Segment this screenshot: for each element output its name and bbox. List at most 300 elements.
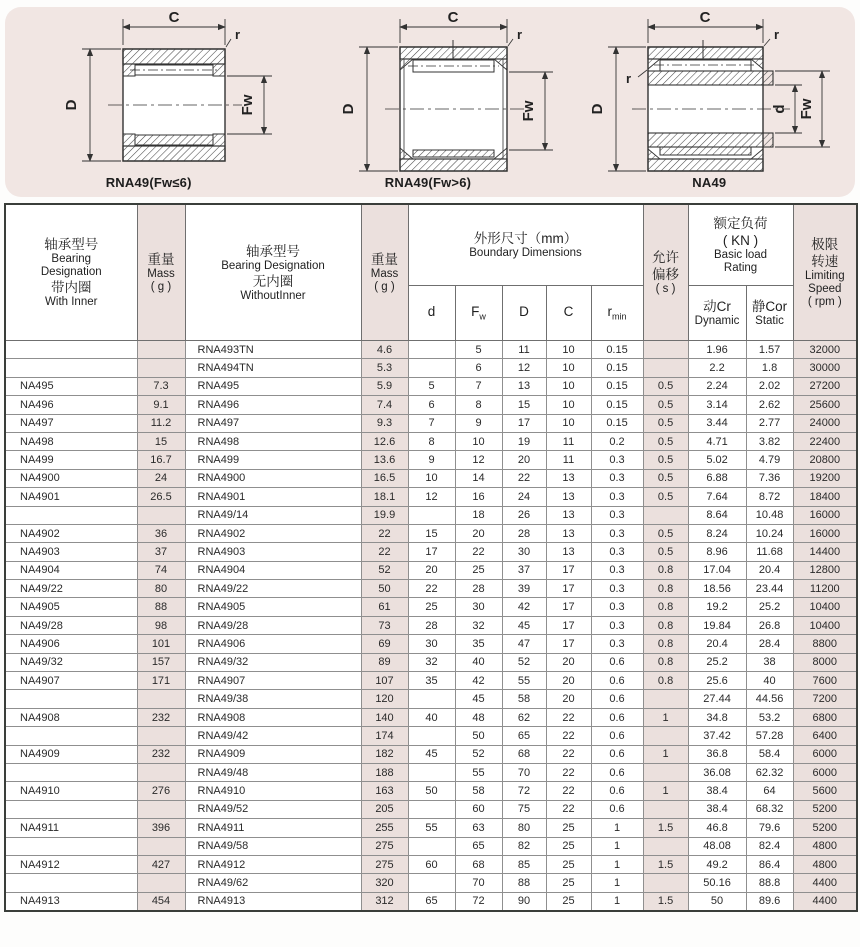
cell-cor: 1.8: [746, 359, 793, 377]
header-unit: ( g ): [150, 281, 172, 293]
cell-r: 0.3: [591, 524, 643, 542]
table-row: [5, 506, 857, 524]
cell-D: 52: [502, 653, 546, 671]
cell-s: 1: [643, 745, 688, 763]
table-row: [5, 341, 857, 359]
cell-rna: RNA4905: [185, 598, 361, 616]
table-row: [5, 561, 857, 579]
cell-m2: 52: [361, 561, 408, 579]
cell-r: 0.3: [591, 580, 643, 598]
cell-cor: 7.36: [746, 469, 793, 487]
cell-m2: 16.5: [361, 469, 408, 487]
cell-rpm: 5600: [793, 782, 857, 800]
cell-s: 1.5: [643, 819, 688, 837]
cell-cr: 7.64: [688, 488, 746, 506]
cell-d: 22: [408, 580, 455, 598]
header-en: Limiting: [804, 270, 845, 282]
dim-label-Fw: Fw: [238, 94, 256, 116]
table-row: [5, 414, 857, 432]
cell-rna: RNA49/62: [185, 874, 361, 892]
cell-C: 25: [546, 855, 591, 873]
cell-D: 11: [502, 341, 546, 359]
cell-rna: RNA4904: [185, 561, 361, 579]
cell-na: NA4907: [5, 672, 137, 690]
cell-r: 0.3: [591, 469, 643, 487]
header-en: Dynamic: [694, 315, 740, 327]
header-zh: 外形尺寸（mm）: [473, 231, 578, 246]
table-row: [5, 432, 857, 450]
cell-rpm: 32000: [793, 341, 857, 359]
cell-m2: 182: [361, 745, 408, 763]
table-row: [5, 543, 857, 561]
cell-cor: 2.02: [746, 377, 793, 395]
cell-d: 45: [408, 745, 455, 763]
cell-D: 65: [502, 727, 546, 745]
cell-cor: 44.56: [746, 690, 793, 708]
col-header-static-cor: [746, 286, 793, 341]
dim-label-r: r: [626, 71, 632, 86]
cell-s: 1: [643, 782, 688, 800]
cell-m2: 13.6: [361, 451, 408, 469]
header-unit: ( s ): [655, 283, 676, 295]
table-row: [5, 396, 857, 414]
header-zh: 带内圈: [51, 280, 92, 295]
cell-d: [408, 837, 455, 855]
cell-m1: [137, 690, 185, 708]
dim-label-r: r: [516, 27, 523, 42]
cell-d: 32: [408, 653, 455, 671]
cell-na: NA4901: [5, 488, 137, 506]
cell-na: [5, 341, 137, 359]
cell-na: NA4903: [5, 543, 137, 561]
header-en: Rating: [723, 262, 758, 274]
cell-cr: 49.2: [688, 855, 746, 873]
cell-fw: 25: [455, 561, 502, 579]
cell-s: [643, 506, 688, 524]
col-header-without-inner: [185, 204, 361, 341]
cell-m2: 50: [361, 580, 408, 598]
table-row: [5, 598, 857, 616]
cell-C: 22: [546, 763, 591, 781]
cell-rpm: 24000: [793, 414, 857, 432]
dim-label-r: r: [774, 27, 780, 42]
cell-cor: 25.2: [746, 598, 793, 616]
cell-D: 30: [502, 543, 546, 561]
cell-D: 28: [502, 524, 546, 542]
cell-cr: 2.24: [688, 377, 746, 395]
table-row: [5, 580, 857, 598]
cell-rpm: 12800: [793, 561, 857, 579]
cell-d: 50: [408, 782, 455, 800]
cell-s: [643, 690, 688, 708]
cell-m2: 107: [361, 672, 408, 690]
cell-rpm: 7600: [793, 672, 857, 690]
cell-d: 28: [408, 616, 455, 634]
cell-m2: 188: [361, 763, 408, 781]
cell-m2: 140: [361, 708, 408, 726]
cell-cr: 2.2: [688, 359, 746, 377]
cell-m1: [137, 800, 185, 818]
cell-D: 24: [502, 488, 546, 506]
cell-m1: 171: [137, 672, 185, 690]
table-row: [5, 377, 857, 395]
cell-C: 25: [546, 892, 591, 911]
cell-rpm: 4800: [793, 837, 857, 855]
cell-D: 62: [502, 708, 546, 726]
cell-fw: 8: [455, 396, 502, 414]
cell-rpm: 10400: [793, 598, 857, 616]
cell-cr: 1.96: [688, 341, 746, 359]
cell-cor: 3.82: [746, 432, 793, 450]
cell-na: [5, 690, 137, 708]
cell-fw: 9: [455, 414, 502, 432]
cell-d: 65: [408, 892, 455, 911]
cell-na: NA499: [5, 451, 137, 469]
cell-fw: 52: [455, 745, 502, 763]
cell-cr: 5.02: [688, 451, 746, 469]
cell-fw: 63: [455, 819, 502, 837]
cell-na: NA49/28: [5, 616, 137, 634]
cell-rna: RNA495: [185, 377, 361, 395]
cell-cr: 38.4: [688, 782, 746, 800]
cell-cor: 79.6: [746, 819, 793, 837]
cell-s: 0.8: [643, 580, 688, 598]
col-header-limiting-speed: [793, 204, 857, 341]
cell-cr: 25.2: [688, 653, 746, 671]
cell-m1: 11.2: [137, 414, 185, 432]
cell-d: [408, 874, 455, 892]
cell-r: 0.3: [591, 561, 643, 579]
cell-D: 80: [502, 819, 546, 837]
cell-C: 13: [546, 524, 591, 542]
cell-m1: 88: [137, 598, 185, 616]
cell-r: 0.6: [591, 800, 643, 818]
header-zh: 重量: [147, 252, 175, 267]
cell-cor: 53.2: [746, 708, 793, 726]
cell-rna: RNA49/48: [185, 763, 361, 781]
cell-m2: 9.3: [361, 414, 408, 432]
cell-D: 70: [502, 763, 546, 781]
cell-C: 10: [546, 377, 591, 395]
cell-r: 0.6: [591, 672, 643, 690]
cell-m1: 80: [137, 580, 185, 598]
cell-fw: 60: [455, 800, 502, 818]
cell-na: [5, 874, 137, 892]
dim-label-C: C: [447, 9, 459, 26]
cell-na: [5, 727, 137, 745]
cell-rna: RNA49/22: [185, 580, 361, 598]
cell-cor: 88.8: [746, 874, 793, 892]
cell-r: 1: [591, 874, 643, 892]
dim-label-C: C: [699, 9, 711, 26]
header-en: Boundary Dimensions: [469, 247, 582, 259]
header-unit: ( g ): [374, 281, 395, 293]
cell-cor: 23.44: [746, 580, 793, 598]
cell-s: 1.5: [643, 892, 688, 911]
cell-na: NA4900: [5, 469, 137, 487]
table-row: [5, 635, 857, 653]
col-header-boundary-dimensions: [408, 204, 643, 286]
cell-D: 47: [502, 635, 546, 653]
header-zh: 无内圈: [252, 273, 294, 289]
cell-r: 0.3: [591, 598, 643, 616]
cell-D: 55: [502, 672, 546, 690]
dim-label-Fw: Fw: [519, 100, 537, 122]
cell-d: [408, 359, 455, 377]
header-zh: 转速: [811, 254, 839, 269]
cell-C: 20: [546, 653, 591, 671]
cell-cor: 58.4: [746, 745, 793, 763]
cell-r: 0.3: [591, 635, 643, 653]
cell-na: NA4911: [5, 819, 137, 837]
cell-s: [643, 359, 688, 377]
table-row: [5, 763, 857, 781]
dim-label-D: D: [339, 103, 357, 115]
table-row: [5, 782, 857, 800]
cell-s: 0.8: [643, 672, 688, 690]
cell-D: 22: [502, 469, 546, 487]
col-header-Fw: $F_w$: [455, 286, 502, 341]
cell-d: 55: [408, 819, 455, 837]
header-en: Speed: [808, 283, 842, 295]
cell-C: 13: [546, 469, 591, 487]
cell-D: 42: [502, 598, 546, 616]
cell-s: [643, 837, 688, 855]
cell-rna: RNA493TN: [185, 341, 361, 359]
cell-m1: [137, 727, 185, 745]
cell-fw: 12: [455, 451, 502, 469]
cell-cr: 19.84: [688, 616, 746, 634]
cell-D: 45: [502, 616, 546, 634]
cell-fw: 42: [455, 672, 502, 690]
cell-rpm: 25600: [793, 396, 857, 414]
cell-m2: 320: [361, 874, 408, 892]
cell-m1: 7.3: [137, 377, 185, 395]
cell-rpm: 6000: [793, 763, 857, 781]
cell-rna: RNA4913: [185, 892, 361, 911]
table-row: [5, 892, 857, 911]
cell-cr: 48.08: [688, 837, 746, 855]
cell-C: 13: [546, 543, 591, 561]
cell-rpm: 19200: [793, 469, 857, 487]
cell-d: 7: [408, 414, 455, 432]
cell-m2: 205: [361, 800, 408, 818]
cell-na: [5, 837, 137, 855]
cell-cr: 36.8: [688, 745, 746, 763]
cell-m1: 101: [137, 635, 185, 653]
cell-cr: 20.4: [688, 635, 746, 653]
cell-na: NA4913: [5, 892, 137, 911]
cell-C: 11: [546, 432, 591, 450]
cell-C: 20: [546, 690, 591, 708]
dim-label-r: r: [234, 27, 240, 42]
cell-m1: [137, 763, 185, 781]
dim-label-C: C: [168, 9, 180, 26]
dim-label-D: D: [62, 99, 80, 111]
cell-r: 0.3: [591, 506, 643, 524]
cell-cor: 57.28: [746, 727, 793, 745]
header-en: Mass: [370, 268, 399, 280]
cell-m1: 15: [137, 432, 185, 450]
cell-s: [643, 874, 688, 892]
table-row: [5, 800, 857, 818]
header-unit: ( rpm ): [807, 296, 842, 308]
cell-cor: 10.24: [746, 524, 793, 542]
cell-m1: 24: [137, 469, 185, 487]
cell-s: 0.5: [643, 432, 688, 450]
header-unit: ( KN ): [722, 233, 759, 248]
bearing-cross-section-drawing: [10, 9, 288, 181]
cell-D: 58: [502, 690, 546, 708]
cell-s: 0.8: [643, 635, 688, 653]
cell-na: NA49/22: [5, 580, 137, 598]
cell-na: [5, 763, 137, 781]
cell-m1: 396: [137, 819, 185, 837]
cell-m1: [137, 341, 185, 359]
cell-C: 22: [546, 708, 591, 726]
header-en: Mass: [147, 268, 175, 280]
cell-d: [408, 763, 455, 781]
cell-rna: RNA4912: [185, 855, 361, 873]
cell-fw: 65: [455, 837, 502, 855]
cell-na: NA4909: [5, 745, 137, 763]
cell-na: NA4908: [5, 708, 137, 726]
cell-rna: RNA49/58: [185, 837, 361, 855]
cell-D: 75: [502, 800, 546, 818]
bearing-spec-table: [4, 203, 858, 912]
cell-r: 1: [591, 837, 643, 855]
cell-s: 0.5: [643, 396, 688, 414]
cell-D: 82: [502, 837, 546, 855]
cell-cor: 2.62: [746, 396, 793, 414]
cell-D: 37: [502, 561, 546, 579]
table-row: [5, 874, 857, 892]
cell-d: 60: [408, 855, 455, 873]
cell-cr: 6.88: [688, 469, 746, 487]
cell-C: 20: [546, 672, 591, 690]
cell-rna: RNA49/52: [185, 800, 361, 818]
cell-cor: 10.48: [746, 506, 793, 524]
table-row: [5, 616, 857, 634]
cell-s: [643, 763, 688, 781]
table-row: [5, 469, 857, 487]
cell-na: NA496: [5, 396, 137, 414]
cell-cor: 4.79: [746, 451, 793, 469]
cell-cr: 4.71: [688, 432, 746, 450]
cell-rpm: 4400: [793, 892, 857, 911]
cell-D: 39: [502, 580, 546, 598]
cell-fw: 70: [455, 874, 502, 892]
cell-rpm: 16000: [793, 506, 857, 524]
cell-D: 72: [502, 782, 546, 800]
cell-C: 17: [546, 598, 591, 616]
cell-rna: RNA4908: [185, 708, 361, 726]
header-zh: 轴承型号: [246, 243, 300, 259]
cell-rpm: 5200: [793, 819, 857, 837]
cell-rna: RNA49/42: [185, 727, 361, 745]
cell-fw: 40: [455, 653, 502, 671]
cell-rpm: 11200: [793, 580, 857, 598]
cell-d: [408, 506, 455, 524]
table-row: [5, 672, 857, 690]
table-row: [5, 745, 857, 763]
cell-r: 0.3: [591, 451, 643, 469]
cell-s: 0.8: [643, 598, 688, 616]
cell-C: 22: [546, 745, 591, 763]
cell-m2: 19.9: [361, 506, 408, 524]
cell-d: 35: [408, 672, 455, 690]
cell-C: 13: [546, 488, 591, 506]
cell-d: 30: [408, 635, 455, 653]
cell-r: 0.15: [591, 396, 643, 414]
header-en: Designation: [40, 266, 102, 278]
cell-fw: 72: [455, 892, 502, 911]
cell-C: 17: [546, 635, 591, 653]
dim-label-Fw: Fw: [798, 98, 816, 120]
cell-rna: RNA4910: [185, 782, 361, 800]
cell-rpm: 20800: [793, 451, 857, 469]
cell-s: 1.5: [643, 855, 688, 873]
header-zh: 重量: [371, 252, 398, 267]
table-row: [5, 855, 857, 873]
cell-s: [643, 800, 688, 818]
cell-m2: 69: [361, 635, 408, 653]
cell-d: 20: [408, 561, 455, 579]
header-en: Basic load: [714, 249, 768, 261]
cell-fw: 7: [455, 377, 502, 395]
table-row: [5, 359, 857, 377]
cell-cor: 2.77: [746, 414, 793, 432]
cell-r: 0.6: [591, 653, 643, 671]
cell-C: 22: [546, 782, 591, 800]
cell-m2: 255: [361, 819, 408, 837]
diagram-na49: [568, 7, 850, 190]
cell-fw: 22: [455, 543, 502, 561]
cell-rna: RNA496: [185, 396, 361, 414]
cell-cor: 38: [746, 653, 793, 671]
cell-cr: 50: [688, 892, 746, 911]
cell-m1: 36: [137, 524, 185, 542]
cell-cr: 17.04: [688, 561, 746, 579]
cell-C: 10: [546, 341, 591, 359]
cell-r: 0.3: [591, 488, 643, 506]
diagram-caption: RNA49(Fw>6): [384, 175, 472, 190]
cell-fw: 28: [455, 580, 502, 598]
header-en: Bearing Designation: [221, 259, 325, 272]
cell-fw: 35: [455, 635, 502, 653]
cell-rpm: 14400: [793, 543, 857, 561]
cell-C: 25: [546, 819, 591, 837]
table-body: [5, 341, 857, 912]
cell-rna: RNA497: [185, 414, 361, 432]
cell-rna: RNA4907: [185, 672, 361, 690]
cell-m2: 5.9: [361, 377, 408, 395]
header-zh: 轴承型号: [44, 237, 99, 252]
cell-fw: 16: [455, 488, 502, 506]
table-row: [5, 653, 857, 671]
cell-rna: RNA49/28: [185, 616, 361, 634]
cell-s: 0.8: [643, 616, 688, 634]
bearing-cross-section-drawing: [297, 9, 559, 181]
cell-cor: 82.4: [746, 837, 793, 855]
cell-C: 17: [546, 616, 591, 634]
cell-cr: 18.56: [688, 580, 746, 598]
cell-rna: RNA49/38: [185, 690, 361, 708]
cell-m2: 73: [361, 616, 408, 634]
cell-D: 26: [502, 506, 546, 524]
cell-na: [5, 359, 137, 377]
table-row: [5, 708, 857, 726]
